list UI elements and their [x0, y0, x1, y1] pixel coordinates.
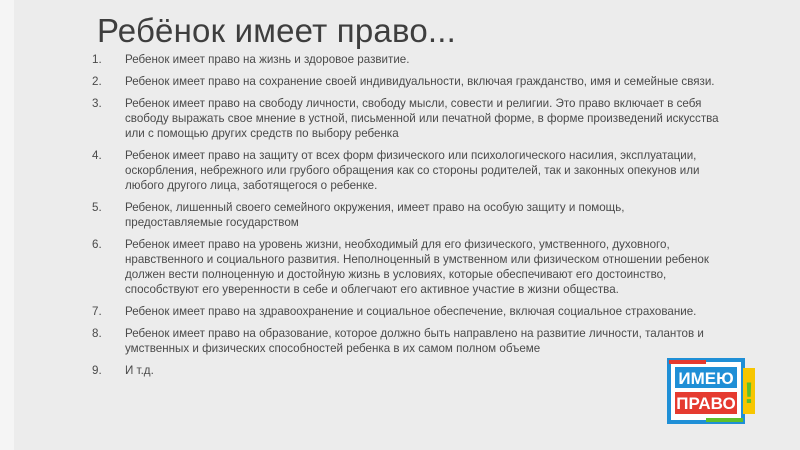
item-number: 4. [92, 149, 102, 162]
list-item [92, 326, 724, 356]
item-text: Ребенок имеет право на свободу личности, свободу мысли, совести и религии. Это право включает в себя свободу выражать свое мнение в устной, письменной или печатной форме, в форме произведений искусства или с помощью других средств по выбору ребенка [125, 97, 719, 140]
logo-exclamation-mark: ! [744, 377, 754, 410]
item-number: 6. [92, 238, 102, 251]
list-item [92, 304, 724, 319]
list-item [92, 363, 724, 378]
logo-frame-red-segment [669, 360, 706, 364]
list-item [92, 237, 724, 297]
item-number: 9. [92, 364, 102, 377]
imeyu-pravo-logo [666, 356, 758, 426]
logo-frame-green-segment [706, 418, 743, 422]
list-item [92, 148, 724, 193]
left-margin-strip [0, 0, 14, 450]
item-text: И т.д. [125, 364, 154, 377]
item-number: 8. [92, 327, 102, 340]
item-number: 2. [92, 75, 102, 88]
list-item [92, 52, 724, 67]
item-text: Ребенок имеет право на сохранение своей индивидуальности, включая гражданство, имя и семейные связи. [125, 75, 715, 88]
slide-title: Ребёнок имеет право... [97, 12, 456, 49]
item-text: Ребенок имеет право на защиту от всех форм физического или психологического насилия, эксплуатации, оскорбления, небрежного или грубого обращения как со стороны родителей, так и законных опекунов или любого другого лица, заботящегося о ребенке. [125, 149, 700, 192]
list-item [92, 74, 724, 89]
logo-line2: ПРАВО [676, 394, 736, 413]
list-item [92, 200, 724, 230]
item-text: Ребенок, лишенный своего семейного окружения, имеет право на особую защиту и помощь, предоставляемые государством [125, 201, 625, 229]
item-text: Ребенок имеет право на здравоохранение и социальное обеспечение, включая социальное страхование. [125, 305, 697, 318]
item-number: 5. [92, 201, 102, 214]
item-number: 1. [92, 53, 102, 66]
item-number: 3. [92, 97, 102, 110]
rights-list [92, 52, 724, 385]
item-text: Ребенок имеет право на уровень жизни, необходимый для его физического, умственного, духовного, нравственного и социального развития. Неполноценный в умственном или физическом отношении ребенок должен вести полноценную и достойную жизнь в условиях, которые обеспечивают его достоинство, способствуют его уверенности в себе и облегчают его активное участие в жизни общества. [125, 238, 709, 296]
item-text: Ребенок имеет право на образование, которое должно быть направлено на развитие личности, талантов и умственных и физических способностей ребенка в их самом полном объеме [125, 327, 704, 355]
list-item [92, 96, 724, 141]
logo-line1: ИМЕЮ [678, 369, 734, 388]
item-text: Ребенок имеет право на жизнь и здоровое развитие. [125, 53, 410, 66]
item-number: 7. [92, 305, 102, 318]
logo-graphic [666, 356, 758, 426]
